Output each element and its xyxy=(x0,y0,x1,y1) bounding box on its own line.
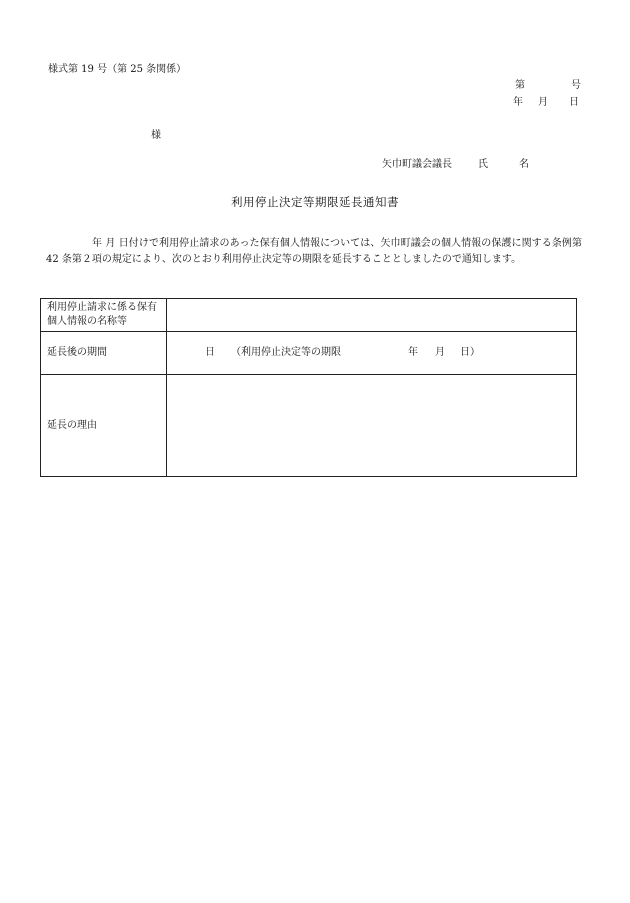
document-date xyxy=(513,97,579,109)
date-day: 日 xyxy=(569,97,579,108)
date-year: 年 xyxy=(513,97,523,108)
period-deadline-label: （利用停止決定等の期限 xyxy=(231,347,341,358)
table-row xyxy=(41,299,577,332)
sender-name-label-1: 氏 xyxy=(478,159,488,170)
body-text: 年 月 日付けで利用停止請求のあった保有個人情報については、矢巾町議会の個人情報の保護に関する条例第 42 条第２項の規定により、次のとおり利用停止決定等の期限を延長することとしましたので通知します。 xyxy=(46,238,582,265)
period-day-close: 日） xyxy=(460,347,480,358)
table-row xyxy=(41,375,577,477)
sender-name-label-2: 名 xyxy=(519,159,529,170)
extension-reason-label: 延長の理由 xyxy=(41,375,167,477)
extended-period-label: 延長後の期間 xyxy=(41,332,167,375)
period-year: 年 xyxy=(408,347,418,358)
period-month: 月 xyxy=(435,347,445,358)
sender-title: 矢巾町議会議長 xyxy=(382,159,452,170)
document-number-suffix: 号 xyxy=(571,80,581,91)
document-title: 利用停止決定等期限延長通知書 xyxy=(231,195,399,209)
date-month: 月 xyxy=(538,97,548,108)
personal-info-name-value[interactable] xyxy=(167,299,577,332)
extended-period-value[interactable] xyxy=(167,332,577,375)
addressee: 様 xyxy=(151,130,161,141)
table-row xyxy=(41,332,577,375)
extension-reason-value[interactable] xyxy=(167,375,577,477)
period-day: 日 xyxy=(205,347,215,358)
document-number xyxy=(515,80,581,92)
personal-info-name-label: 利用停止請求に係る保有個人情報の名称等 xyxy=(41,299,167,332)
sender xyxy=(382,159,529,171)
document-number-prefix: 第 xyxy=(515,80,525,91)
form-number: 様式第 19 号（第 25 条関係） xyxy=(48,64,187,75)
info-table xyxy=(40,298,577,477)
